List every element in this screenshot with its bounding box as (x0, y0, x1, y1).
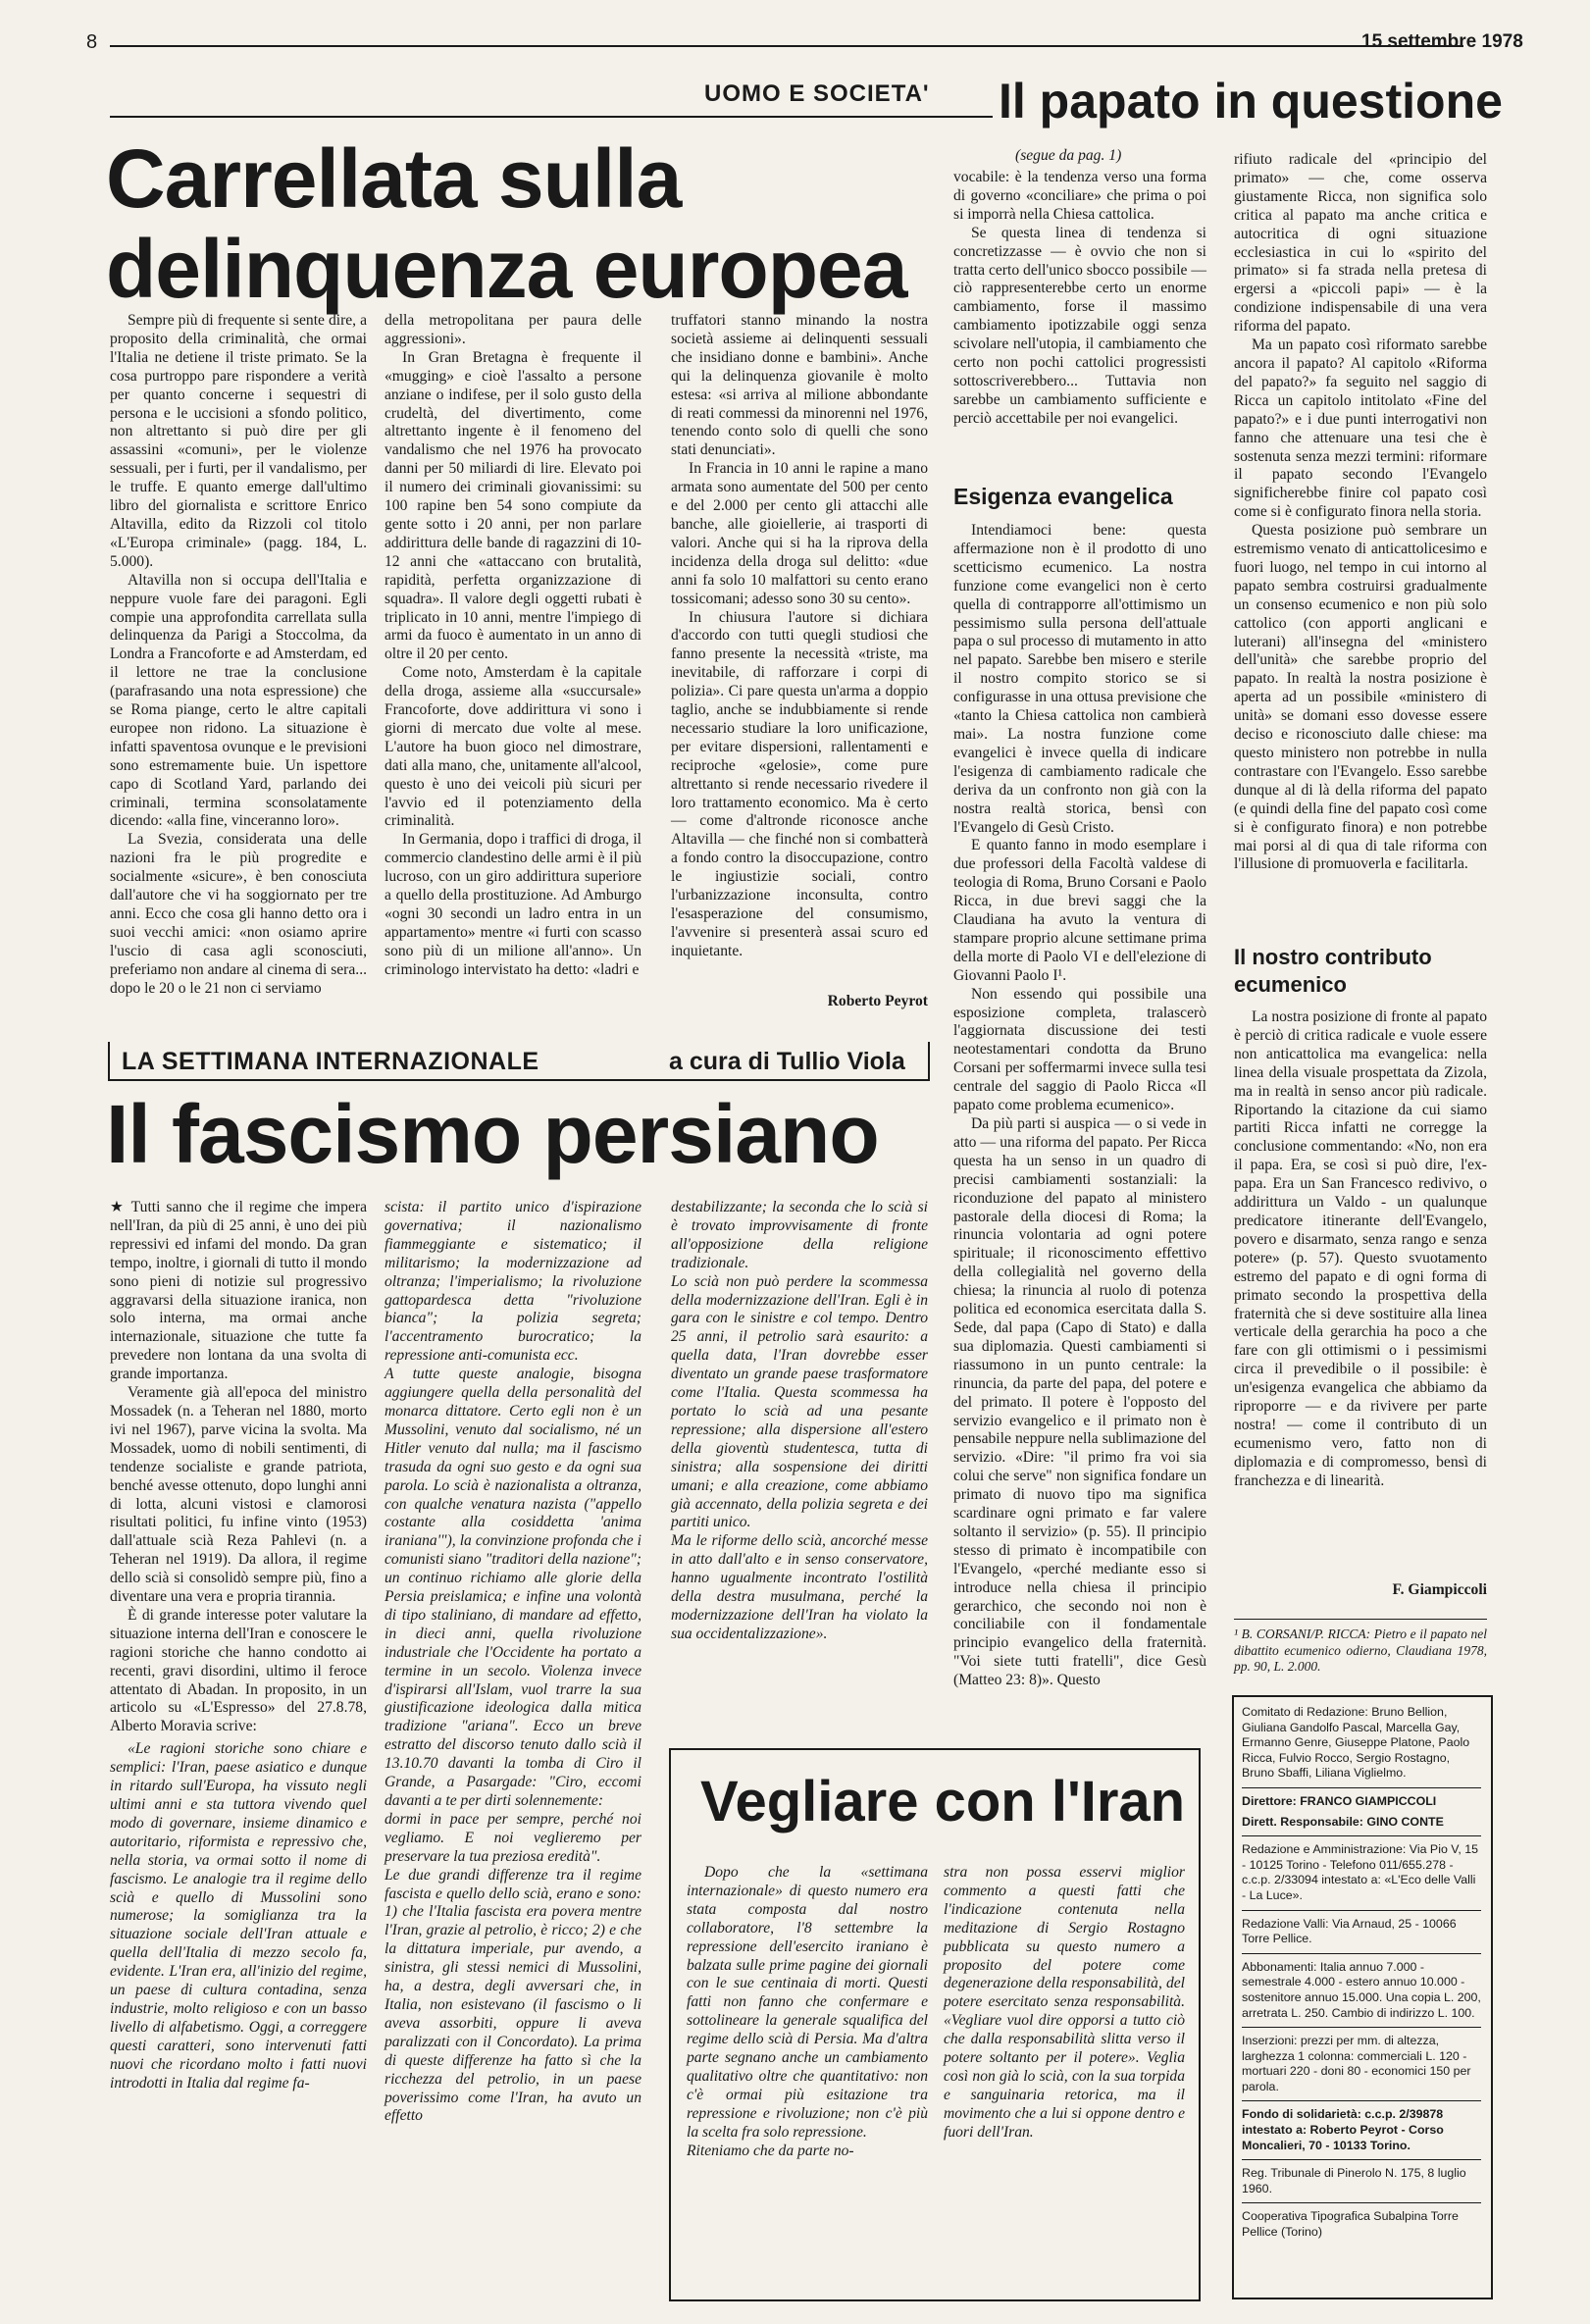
article2-signature: F. Giampiccoli (1392, 1581, 1487, 1598)
paragraph: E quanto fanno in modo esemplare i due professori della Facoltà valdese di teologia di Roma, Bruno Corsani e Paolo Ricca, in due brevi saggi che la Claudiana ha avuto la ventura di stampare proprio alcune settimane prima della morte di Paolo VI e dell'elezione di Giovanni Paolo I¹. (953, 837, 1206, 984)
colophon-committee: Comitato di Redazione: Bruno Bellion, Giuliana Gandolfo Pascal, Marcella Gay, Ermanno Genre, Giuseppe Platone, Paolo Ricca, Fulvio Rocco, Sergio Rostagno, Bruno Sbaffi, Liliana Viglielmo. (1242, 1705, 1470, 1781)
colophon-separator (1242, 2100, 1481, 2101)
colophon-printer: Cooperativa Tipografica Subalpina Torre Pellice (Torino) (1242, 2209, 1459, 2240)
article4-col2 (944, 1864, 1185, 2286)
issue-date: 15 settembre 1978 (1361, 31, 1523, 52)
article2-col1 (953, 169, 1206, 427)
quote-paragraph: «Le ragioni storiche sono chiare e semplici: l'Iran, paese asiatico e dunque in ritardo sull'Europa, ha vissuto negli ultimi anni e sta tuttora vivendo quel modo di governare, insieme dinamico e autoritario, riformista e repressivo che, nella storia, va ormai sotto il nome di fascismo. Le analogie tra il regime dello scià e quello di Mussolini sono numerose; la somiglianza tra la situazione sociale dell'Iran attuale e quella dell'Italia di mezzo secolo fa, evidente. L'Iran era, all'inizio del regime, un paese di cultura contadina, senza industrie, molto religioso e con un basso livello di alfabetismo. Oggi, a correggere questi caratteri, sono intervenuti fatti nuovi che ricordano molto i fatti nuovi introdotti in Italia dal regime fa- (110, 1740, 367, 2092)
paragraph: vocabile: è la tendenza verso una forma di governo «conciliare» che prima o poi si imporrà nella Chiesa cattolica. (953, 169, 1206, 223)
colophon-responsible: Dirett. Responsabile: GINO CONTE (1242, 1814, 1444, 1829)
section-rule (110, 116, 993, 118)
paragraph: Ma un papato così riformato sarebbe ancora il papato? Al capitolo «Riforma del papato?» fa seguito nel saggio di Ricca un capitolo intitolato «Fine del papato?» e i due punti interrogativi non fanno che attenuare una tesi che è sostenuta senza mezzi termini: riformare il papato secondo l'Evangelo significherebbe finire col papato così come si è configurato finora nella storia. (1234, 336, 1487, 521)
colophon (1242, 1705, 1481, 2288)
article3-col2 (385, 1199, 641, 2298)
article2-subhead1: Esigenza evangelica (953, 484, 1173, 509)
colophon-valli: Redazione Valli: Via Arnaud, 25 - 10066 Torre Pellice. (1242, 1916, 1457, 1946)
paragraph: È di grande interesse poter valutare la situazione interna dell'Iran e conoscere le ragioni storiche che hanno condotto ai recenti, gravi disordini, ultimo il feroce attentato di Abadan. In proposito, in un articolo su «L'Espresso» del 27.8.78, Alberto Moravia scrive: (110, 1606, 367, 1735)
paragraph: La Svezia, considerata una delle nazioni fra le più progredite e socialmente «sicure», è ben conosciuta dall'autore che vi ha soggiornato per tre anni. Ecco che cosa gli hanno detto ora i suoi vecchi amici: «non osiamo aprire l'uscio di casa agli sconosciuti, preferiamo non andare al cinema di sera... dopo le 20 o le 21 non ci serviamo (110, 831, 367, 997)
colophon-office: Redazione e Amministrazione: Via Pio V, 15 - 10125 Torino - Telefono 011/655.278 - c.c.p. 2/33094 intestato a: «L'Eco delle Valli - La Luce». (1242, 1842, 1479, 1902)
paragraph: In Francia in 10 anni le rapine a mano armata sono aumentate del 500 per cento e del 2.000 per cento gli attacchi alle banche, alle gioiellerie, ai trasporti di valori. Anche qui si ha la riprova della incidenza della droga sul delitto: «due anni fa solo 10 malfattori su cento erano tossicomani; adesso sono 30 su cento». (671, 460, 928, 607)
article3-headline: Il fascismo persiano (106, 1088, 879, 1180)
colophon-fund: Fondo di solidarietà: c.c.p. 2/39878 intestato a: Roberto Peyrot - Corso Moncalieri, 70 - 10133 Torino. (1242, 2107, 1444, 2152)
paragraph: Come noto, Amsterdam è la capitale della droga, assieme alla «succursale» Francoforte, dove addirittura vi sono i giorni di mercato due volte al mese. L'autore ha buon gioco nel dimostrare, dati alla mano, che, unitamente all'alcool, questo è uno dei veicoli più sicuri per l'avvio ed il potenziamento della criminalità. (385, 664, 641, 830)
article2-footnote: ¹ B. CORSANI/P. RICCA: Pietro e il papato nel dibattito ecumenico odierno, Claudiana 1978, pp. 90, L. 2.000. (1234, 1627, 1487, 1674)
paragraph: della metropolitana per paura delle aggressioni». (385, 312, 641, 347)
paragraph: In Germania, dopo i traffici di droga, il commercio clandestino delle armi è il più lucroso, con un giro addirittura superiore a quello della prostituzione. Ad Amburgo «ogni 30 secondi un ladro entra in un appartamento» mentre «i furti con scasso sono più di un milione all'anno». Un criminologo intervistato ha detto: «ladri e (385, 831, 641, 978)
section-label: UOMO E SOCIETA' (704, 80, 930, 107)
paragraph: Sempre più di frequente si sente dire, a proposito della criminalità, che ormai l'Italia ne detiene il triste primato. Se la cosa purtroppo pare rispondere a verità per quanto concerne i sequestri di persona e le uccisioni a sfondo politico, non altrettanto si può dire per gli assassini «comuni», per le violenze sessuali, per i furti, per il vandalismo, per le truffe. E quanto emerge dall'ultimo libro del giornalista e scrittore Enrico Altavilla, edito da Rizzoli col titolo «L'Europa criminale» (pagg. 184, L. 5.000). (110, 312, 367, 570)
article4-col1 (687, 1864, 928, 2286)
colophon-separator (1242, 1910, 1481, 1911)
colophon-separator (1242, 2027, 1481, 2028)
paragraph: In chiusura l'autore si dichiara d'accordo con tutti quegli studiosi che fanno presente la necessità «triste, ma inevitabile, di rafforzare i corpi di polizia». Ci pare questa un'arma a doppio taglio, anche se indubbiamente si rende necessario studiare la loro unificazione, per evitare dispersioni, rallentamenti e reciproche «gelosie», come pure altrettanto si rende necessario rivedere il loro trattamento economico. Ma è certo — come d'altronde riconosce anche Altavilla — che finché non si combatterà a fondo contro la disoccupazione, contro le ingiustizie sociali, contro l'urbanizzazione inconsulta, contro l'esasperazione del consumismo, l'avvenire si presenterà assai scuro ed inquietante. (671, 608, 928, 959)
article1-col2 (385, 312, 641, 1010)
article2-continued: (segue da pag. 1) (1015, 147, 1122, 164)
colophon-tribunal: Reg. Tribunale di Pinerolo N. 175, 8 luglio 1960. (1242, 2166, 1466, 2195)
colophon-separator (1242, 2202, 1481, 2203)
paragraph: Questa posizione può sembrare un estremismo venato di anticattolicesimo e fuori luogo, nel tempo in cui intorno al papato sembra costruirsi gradualmente un consenso ecumenico e non più solo cattolico (con apporti anglicani e luterani) all'insegna del «ministero dell'unità» che sarebbe proprio del papato. In realtà la nostra posizione è aperta ad un possibile «ministero di unità» se domani esso dovesse essere deciso e riconosciuto dalle chiese: ma questo ministero non potrebbe in nulla contrastare con l'Evangelo. Esso sarebbe dunque al di là della riforma del papato (e quindi della fine del papato così come si è configurato finora) e non potrebbe mai porsi al di qua di tale riforma con l'illusione di promuoverla e facilitarla. (1234, 522, 1487, 873)
paragraph: La nostra posizione di fronte al papato è perciò di critica radicale e vuole essere non anticattolica ma evangelica: nella linea della visuale prospettata da Zizola, ma in realtà in senso ancor più radicale. Riportando la citazione da cui siamo partiti Ricca infatti ne corregge la conclusione commentando: «No, non era il papa. Era, se così si può dire, l'ex-papa. Era un San Francesco redivivo, o addirittura un Valdo - un qualunque predicatore itinerante dell'Evangelo, povero e disarmato, senza rango e senza potere» (p. 57). Questo svuotamento estremo del papato e di ogni forma di primato secondo la prospettiva della fraternità che si deve sostituire alla linea verticale della gerarchia ha poco a che fare con gli ottimismi o i pessimismi circa il prevedibile o il possibile: è un'esigenza evangelica che abbiamo da riproporre — e da rivivere per parte nostra! — come il contributo di un ecumenismo vero, fatto non di diplomazia e di compromesso, bensì di franchezza e di linearità. (1234, 1008, 1487, 1489)
article2-col2b (1234, 1008, 1487, 1570)
colophon-subscriptions: Abbonamenti: Italia annuo 7.000 - semestrale 4.000 - estero annuo 10.000 - sostenitore annuo 15.000. Una copia L. 200, arretrata L. 250. Cambio di indirizzo L. 100. (1242, 1959, 1481, 2020)
paragraph: Dopo che la «settimana internazionale» di questo numero era stata composta dal nostro collaboratore, l'8 settembre la repressione dell'esercito iraniano è balzata sulle prime pagine dei giornali con le sue centinaia di morti. Questi fatti non fanno che confermare e sottolineare la generale squalifica del regime dello scià di Persia. Ma d'altra parte segnano anche un cambiamento qualitativo oltre che quantitativo: non c'è ormai più esitazione tra repressione e rivoluzione; non c'è più la scelta fra solo repressione. Riteniamo che da parte no- (687, 1864, 928, 2159)
paragraph: Veramente già all'epoca del ministro Mossadek (n. a Teheran nel 1880, morto ivi nel 1967), parve vicina la svolta. Ma Mossadek, uomo di nobili sentimenti, di tendenze socialiste e grande patriota, benché avesse ottenuto, dopo lunghi anni di lotta, alcuni vistosi e clamorosi risultati politici, fu infine vinto (1953) dall'attuale scià Reza Pahlevi (n. a Teheran nel 1919). Da allora, il regime dello scià si consolidò sempre più, fino a diventare una vera e propria tirannia. (110, 1384, 367, 1606)
article1-signature: Roberto Peyrot (827, 993, 928, 1009)
article1-col1 (110, 312, 367, 1010)
masthead-rule (110, 45, 1463, 47)
article1-headline-line1: Carrellata sulla (106, 132, 682, 225)
colophon-separator (1242, 2159, 1481, 2160)
page-number: 8 (86, 31, 98, 53)
article2-subhead2: Il nostro contributo ecumenico (1234, 945, 1432, 997)
article2-col2 (1234, 151, 1487, 926)
article4-headline: Vegliare con l'Iran (700, 1770, 1186, 1833)
paragraph: In Gran Bretagna è frequente il «mugging» e cioè l'assalto a persone anziane o indifese, per il solo gusto della crudeltà, del divertimento, come altrettanto ingente è il fenomeno del vandalismo che nel 1976 ha provocato danni per 50 miliardi di lire. Elevato poi il numero dei criminali giovanissimi: su 100 rapine ben 54 sono compiute da gente sotto i 20 anni, per non parlare addirittura delle bande di ragazzini di 10-12 anni che «attaccano con brutalità, rapidità, perfetta organizzazione di squadra». Il valore degli oggetti rubati è triplicato in 10 anni, mentre l'impiego di armi da fuoco è aumentato in un anno di oltre il 20 per cento. (385, 348, 641, 663)
paragraph: Non essendo qui possibile una esposizione completa, tralascerò l'aggiornata discussione dei testi neotestamentari condotta da Bruno Corsani per soffermarmi invece sulla tesi centrale del saggio di Paolo Ricca «Il papato come problema ecumenico». (953, 985, 1206, 1114)
article2-headline: Il papato in questione (999, 74, 1503, 129)
paragraph: ★ Tutti sanno che il regime che impera nell'Iran, da più di 25 anni, è uno dei più repressivi ed infami del mondo. Da gran tempo, inoltre, i giornali di tutto il mondo sono pieni di notizie sul progressivo aggravarsi della situazione iranica, non solo interna, ma ormai anche internazionale, situazione che tutte fa prevedere non lontana da una svolta di grande importanza. (110, 1199, 367, 1383)
quote-paragraph: scista: il partito unico d'ispirazione governativa; il nazionalismo fiammeggiante e sistematico; il militarismo; la modernizzazione ad oltranza; l'imperialismo; la rivoluzione gattopardesca detta "rivoluzione bianca"; la polizia segreta; l'accentramento burocratico; la repressione anti-comunista ecc. A tutte queste analogie, bisogna aggiungere quella della personalità del monarca dittatore. Certo egli non è un Mussolini, venuto dal socialismo, né un Hitler venuto dal nulla; ma il fascismo trasuda da ogni suo gesto e da ogni sua parola. Lo scià è nazionalista a oltranza, con qualche venatura nazista ("appello costante alla cosiddetta 'anima iraniana'"), la convinzione profonda che i comunisti siano "traditori della nazione"; un continuo richiamo alle glorie della Persia preislamica; e infine una volontà di tipo staliniano, di mandare ad effetto, in dieci anni, quella rivoluzione industriale che l'Occidente ha portato a termine in un secolo. Violenza invece d'ispirarsi all'Islam, vuol trarre la sua giustificazione ideologica dalla mitica tradizione "ariana". Ecco un breve estratto del discorso tenuto dallo scià il 13.10.70 davanti la tomba di Ciro il Grande, a Pasargade: "Ciro, eccomi davanti a te per dirti solennemente: dormi in pace per sempre, perché noi vegliamo. E noi veglieremo per preservare la tua preziosa eredità". Le due grandi differenze tra il regime fascista e quello dello scià, erano e sono: 1) che l'Italia fascista era povera mentre l'Iran, grazie al petrolio, è ricco; 2) e che la dittatura imperiale, pur avendo, a sinistra, gli stessi nemici di Mussolini, ha, a destra, degli avversari che, in Italia, non esistevano (il fascismo o li aveva assorbiti, oppure li aveva paralizzati con il Concordato). La prima di queste differenze ha fatto sì che la ricchezza del petrolio, in un paese poverissimo come l'Iran, ha avuto un effetto (385, 1199, 641, 2125)
colophon-director: Direttore: FRANCO GIAMPICCOLI (1242, 1793, 1437, 1808)
paragraph: rifiuto radicale del «principio del primato» — che, come osserva giustamente Ricca, non significa solo critica al papato ma anche critica e autocritica di ogni situazione ecclesiastica in cui lo «spirito del primato» si fa strada nella pretesa di ergersi a «piccoli papi» — è la condizione indispensabile di una vera riforma del papato. (1234, 151, 1487, 336)
weekly-right-rule (928, 1042, 930, 1081)
weekly-editor: a cura di Tullio Viola (669, 1048, 905, 1075)
article2-col1b (953, 522, 1206, 1689)
article1-headline-line2: delinquenza europea (106, 223, 907, 315)
paragraph: Intendiamoci bene: questa affermazione non è il prodotto di uno scetticismo ecumenico. La nostra funzione come evangelici non è certo quella di contrapporre all'ottimismo un pessimismo sulla persona dell'attuale papa o sul processo di mutamento in atto nel papato. Sarebbe ben misero e sterile il nostro compito storico se si configurasse in una ottusa previsione che «tanto la Chiesa cattolica non cambierà mai». La nostra funzione come evangelici è invece quella di indicare l'esigenza di cambiamento radicale che deriva da un confronto non già con la nostra realtà storica, bensì con l'Evangelo di Gesù Cristo. (953, 522, 1206, 836)
paragraph: Da più parti si auspica — o si vede in atto — una riforma del papato. Per Ricca questa ha un senso in un quadro di precisi cambiamenti sostanziali: la riconduzione del papato al ministero pastorale della diocesi di Roma; la rinuncia volontaria ad ogni potere spirituale; il riconoscimento effettivo della collegialità nel governo della chiesa; la rinuncia al ruolo di potenza politica ed economica esercitata dalla S. Sede, dal papa (Capo di Stato) e dalla sua diplomazia. Questi cambiamenti si riassumono in un punto centrale: la rinuncia, da parte del papa, del potere e del primato. Il potere è l'opposto del servizio evangelico e il primato non è pensabile neppure nella sublimazione del servizio. «Dire: "il primo fra voi sia colui che serve" non significa fondare un primato di nuovo tipo ma significa scardinare ogni primato e far valere soltanto il servizio» (p. 55). Il principio stesso di primato è incompatibile con l'Evangelo, «perché mediante esso si introduce nella chiesa il principio gerarchico, che secondo noi non è conciliabile con il fondamentale principio evangelico della fraternità. "Voi siete tutti fratelli", dice Gesù (Matteo 23: 8)». Questo (953, 1115, 1206, 1689)
weekly-left-rule (108, 1042, 110, 1081)
article1-col3 (671, 312, 928, 987)
article3-col3 (671, 1199, 928, 1699)
paragraph: stra non possa esservi miglior commento a questi fatti che l'indicazione contenuta nella meditazione di Sergio Rostagno pubblicata su questo numero a proposito del potere come degenerazione della responsabilità, del potere esercitato senza responsabilità. «Vegliare vuol dire opporsi a tutto ciò che dalla responsabilità slitta verso il potere soltanto per il potere». Veglia così non già lo scià, con la sua torpida e sanguinaria retorica, ma il movimento che a lui si oppone dentro e fuori dell'Iran. (944, 1864, 1185, 2141)
paragraph: Se questa linea di tendenza si concretizzasse — è ovvio che non si tratta certo dell'unico sbocco possibile — ciò rappresenterebbe certo un enorme cambiamento, forse il massimo cambiamento ipotizzabile oggi senza scivolare nell'utopia, il cambiamento che certo non pochi cattolici progressisti sottoscriverebbero... Tuttavia non sarebbe un cambiamento sufficiente e perciò accettabile per noi evangelici. (953, 224, 1206, 427)
article3-col1 (110, 1199, 367, 2298)
colophon-ads: Inserzioni: prezzi per mm. di altezza, larghezza 1 colonna: commerciali L. 120 - mortuari 220 - doni 80 - economici 150 per parola. (1242, 2034, 1471, 2093)
colophon-separator (1242, 1953, 1481, 1954)
paragraph: truffatori stanno minando la nostra società assieme ai delinquenti sessuali che insidiano donne e bambini». Anche qui la delinquenza giovanile è molto estesa: «si arriva al milione abbondante di reati commessi da minorenni nel 1976, tenendo conto solo di quelli che sono stati denunciati». (671, 312, 928, 459)
colophon-separator (1242, 1787, 1481, 1788)
footnote-rule (1234, 1619, 1487, 1620)
quote-paragraph: destabilizzante; la seconda che lo scià si è trovato improvvisamente di fronte all'opposizione della religione tradizionale. Lo scià non può perdere la scommessa della modernizzazione dell'Iran. Egli è in gara con le sinistre e col tempo. Dentro 25 anni, il petrolio sarà esaurito: a quella data, l'Iran dovrebbe esser diventato un grande paese trasformatore come l'Italia. Questa scommessa ha portato lo scià ad una pesante repressione; alla dispersione all'estero della gioventù studentesca, tutta di sinistra; alla sospensione dei diritti umani; e alla creazione, come abbiamo già accennato, della polizia segreta e dei partiti unico. Ma le riforme dello scià, ancorché messe in atto dall'alto e in senso conservatore, hanno ugualmente incontrato l'ostilità della destra musulmana, perché la modernizzazione dell'Iran ha violato la sua occidentalizzazione». (671, 1199, 928, 1642)
paragraph: Altavilla non si occupa dell'Italia e neppure vuole fare dei paragoni. Egli compie una approfondita carrellata sulla delinquenza da Parigi a Stoccolma, da Londra a Francoforte e ad Amsterdam, ed il lettore ne trae la conclusione (parafrasando una nota espressione) che se Roma piange, certo le altre capitali europee non ridono. La situazione è infatti spaventosa ovunque e le previsioni sono estremamente buie. Un ispettore capo di Scotland Yard, parlando dei criminali, termina sconsolatamente dicendo: «alla fine, vinceranno loro». (110, 571, 367, 830)
weekly-label: LA SETTIMANA INTERNAZIONALE (122, 1048, 539, 1075)
colophon-separator (1242, 1835, 1481, 1836)
